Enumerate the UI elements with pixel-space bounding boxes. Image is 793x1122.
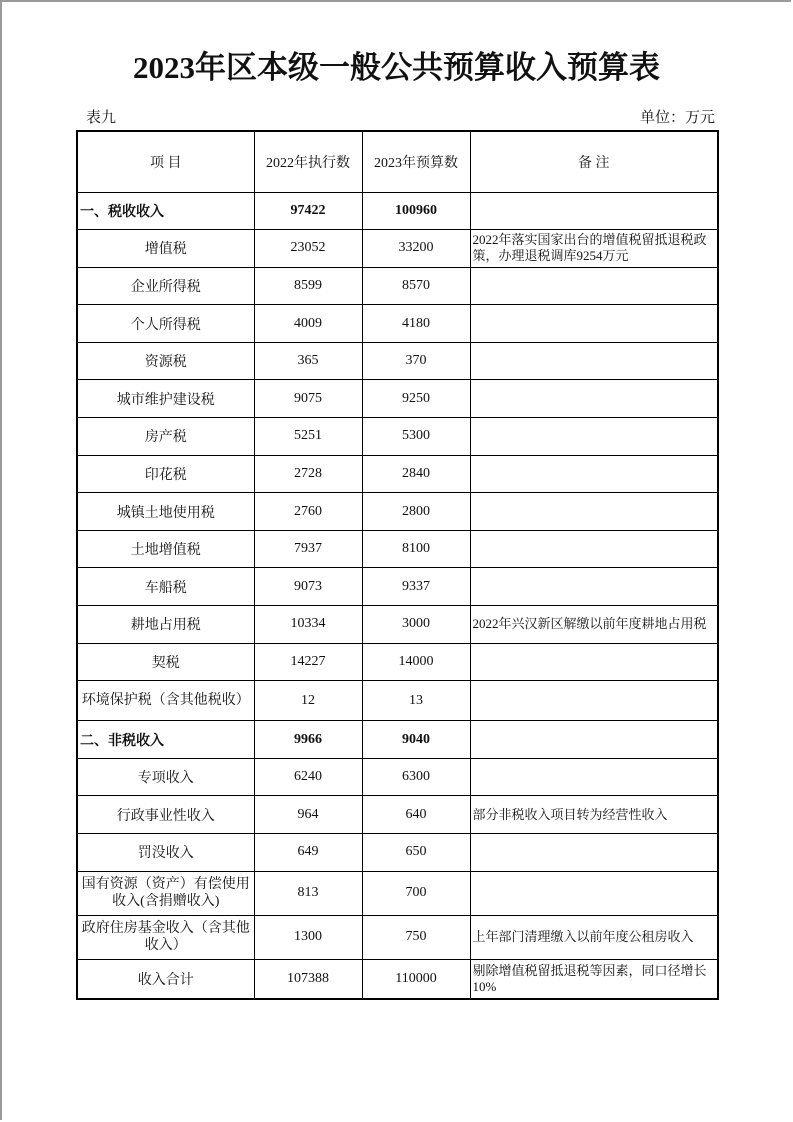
- row-2023-budget: 4180: [362, 305, 470, 343]
- row-2022-actual: 1300: [254, 915, 362, 959]
- row-2022-actual: 649: [254, 834, 362, 872]
- row-2022-actual: 2728: [254, 455, 362, 493]
- table-row: [77, 342, 718, 380]
- row-item-name: 增值税: [77, 230, 254, 268]
- row-item-name: 行政事业性收入: [77, 796, 254, 834]
- row-note: [470, 681, 718, 721]
- row-note: [470, 758, 718, 796]
- row-2023-budget: 9250: [362, 380, 470, 418]
- row-2022-actual: 14227: [254, 643, 362, 681]
- table-row: [77, 758, 718, 796]
- row-item-name: 国有资源（资产）有偿使用收入(含捐赠收入): [77, 871, 254, 915]
- row-item-name: 专项收入: [77, 758, 254, 796]
- row-2023-budget: 8570: [362, 267, 470, 305]
- row-2023-budget: 14000: [362, 643, 470, 681]
- row-note: [470, 568, 718, 606]
- row-2023-budget: 5300: [362, 418, 470, 456]
- table-row: [77, 267, 718, 305]
- row-2022-actual: 2760: [254, 493, 362, 531]
- row-note: [470, 493, 718, 531]
- row-2023-budget: 8100: [362, 530, 470, 568]
- row-note: 部分非税收入项目转为经营性收入: [470, 796, 718, 834]
- row-2023-budget: 370: [362, 342, 470, 380]
- row-item-name: 耕地占用税: [77, 606, 254, 644]
- row-2022-actual: 4009: [254, 305, 362, 343]
- section-row: [77, 721, 718, 759]
- table-row: [77, 230, 718, 268]
- table-row: [77, 305, 718, 343]
- row-2023-budget: 2840: [362, 455, 470, 493]
- table-row: [77, 418, 718, 456]
- row-note: [470, 267, 718, 305]
- row-2023-budget: 700: [362, 871, 470, 915]
- header-item: 项 目: [77, 131, 254, 192]
- page-title: 2023年区本级一般公共预算收入预算表: [133, 50, 660, 85]
- row-2023-budget: 13: [362, 681, 470, 721]
- table-row: [77, 915, 718, 959]
- table-row: [77, 796, 718, 834]
- row-note: [470, 418, 718, 456]
- table-body: [77, 192, 718, 999]
- row-2022-actual: 7937: [254, 530, 362, 568]
- row-item-name: 车船税: [77, 568, 254, 606]
- row-note: [470, 643, 718, 681]
- header-2022-actual: 2022年执行数: [254, 131, 362, 192]
- row-2022-actual: 964: [254, 796, 362, 834]
- total-row: [77, 959, 718, 999]
- row-item-name: 企业所得税: [77, 267, 254, 305]
- row-item-name: 政府住房基金收入（含其他收入）: [77, 915, 254, 959]
- row-item-name: 城镇土地使用税: [77, 493, 254, 531]
- row-2022-actual: 9075: [254, 380, 362, 418]
- row-2023-budget: 6300: [362, 758, 470, 796]
- row-2023-budget: 650: [362, 834, 470, 872]
- row-2023-budget: 3000: [362, 606, 470, 644]
- table-row: [77, 455, 718, 493]
- row-note: [470, 721, 718, 759]
- row-2022-actual: 10334: [254, 606, 362, 644]
- row-2023-budget: 33200: [362, 230, 470, 268]
- row-note: 上年部门清理缴入以前年度公租房收入: [470, 915, 718, 959]
- table-header-row: [77, 131, 718, 192]
- row-note: [470, 192, 718, 230]
- table-row: [77, 606, 718, 644]
- row-2023-budget: 110000: [362, 959, 470, 999]
- row-item-name: 一、税收收入: [77, 192, 254, 230]
- row-note: 剔除增值税留抵退税等因素，同口径增长10%: [470, 959, 718, 999]
- row-2023-budget: 2800: [362, 493, 470, 531]
- row-note: [470, 455, 718, 493]
- header-note: 备 注: [470, 131, 718, 192]
- row-note: [470, 380, 718, 418]
- row-2022-actual: 107388: [254, 959, 362, 999]
- row-item-name: 环境保护税（含其他税收）: [77, 681, 254, 721]
- table-row: [77, 530, 718, 568]
- table-row: [77, 568, 718, 606]
- table-number: 表九: [86, 110, 117, 126]
- table-row: [77, 681, 718, 721]
- row-2023-budget: 9040: [362, 721, 470, 759]
- budget-table: [76, 130, 719, 1000]
- row-2023-budget: 100960: [362, 192, 470, 230]
- row-2023-budget: 750: [362, 915, 470, 959]
- unit-label: 单位：万元: [639, 110, 715, 126]
- row-2022-actual: 12: [254, 681, 362, 721]
- header-2023-budget: 2023年预算数: [362, 131, 470, 192]
- row-2022-actual: 365: [254, 342, 362, 380]
- row-item-name: 资源税: [77, 342, 254, 380]
- row-note: [470, 342, 718, 380]
- row-note: 2022年兴汉新区解缴以前年度耕地占用税: [470, 606, 718, 644]
- table-row: [77, 871, 718, 915]
- table-row: [77, 380, 718, 418]
- row-item-name: 城市维护建设税: [77, 380, 254, 418]
- row-2022-actual: 9966: [254, 721, 362, 759]
- row-note: [470, 834, 718, 872]
- row-item-name: 契税: [77, 643, 254, 681]
- section-row: [77, 192, 718, 230]
- table-row: [77, 493, 718, 531]
- row-note: 2022年落实国家出台的增值税留抵退税政策，办理退税调库9254万元: [470, 230, 718, 268]
- row-2023-budget: 640: [362, 796, 470, 834]
- row-note: [470, 871, 718, 915]
- row-item-name: 二、非税收入: [77, 721, 254, 759]
- row-2022-actual: 8599: [254, 267, 362, 305]
- row-item-name: 收入合计: [77, 959, 254, 999]
- row-item-name: 印花税: [77, 455, 254, 493]
- row-2022-actual: 6240: [254, 758, 362, 796]
- row-2022-actual: 813: [254, 871, 362, 915]
- row-2022-actual: 9073: [254, 568, 362, 606]
- row-item-name: 土地增值税: [77, 530, 254, 568]
- row-2022-actual: 5251: [254, 418, 362, 456]
- table-row: [77, 834, 718, 872]
- table-row: [77, 643, 718, 681]
- row-2022-actual: 97422: [254, 192, 362, 230]
- row-note: [470, 305, 718, 343]
- row-item-name: 个人所得税: [77, 305, 254, 343]
- row-item-name: 罚没收入: [77, 834, 254, 872]
- row-2022-actual: 23052: [254, 230, 362, 268]
- row-note: [470, 530, 718, 568]
- row-2023-budget: 9337: [362, 568, 470, 606]
- row-item-name: 房产税: [77, 418, 254, 456]
